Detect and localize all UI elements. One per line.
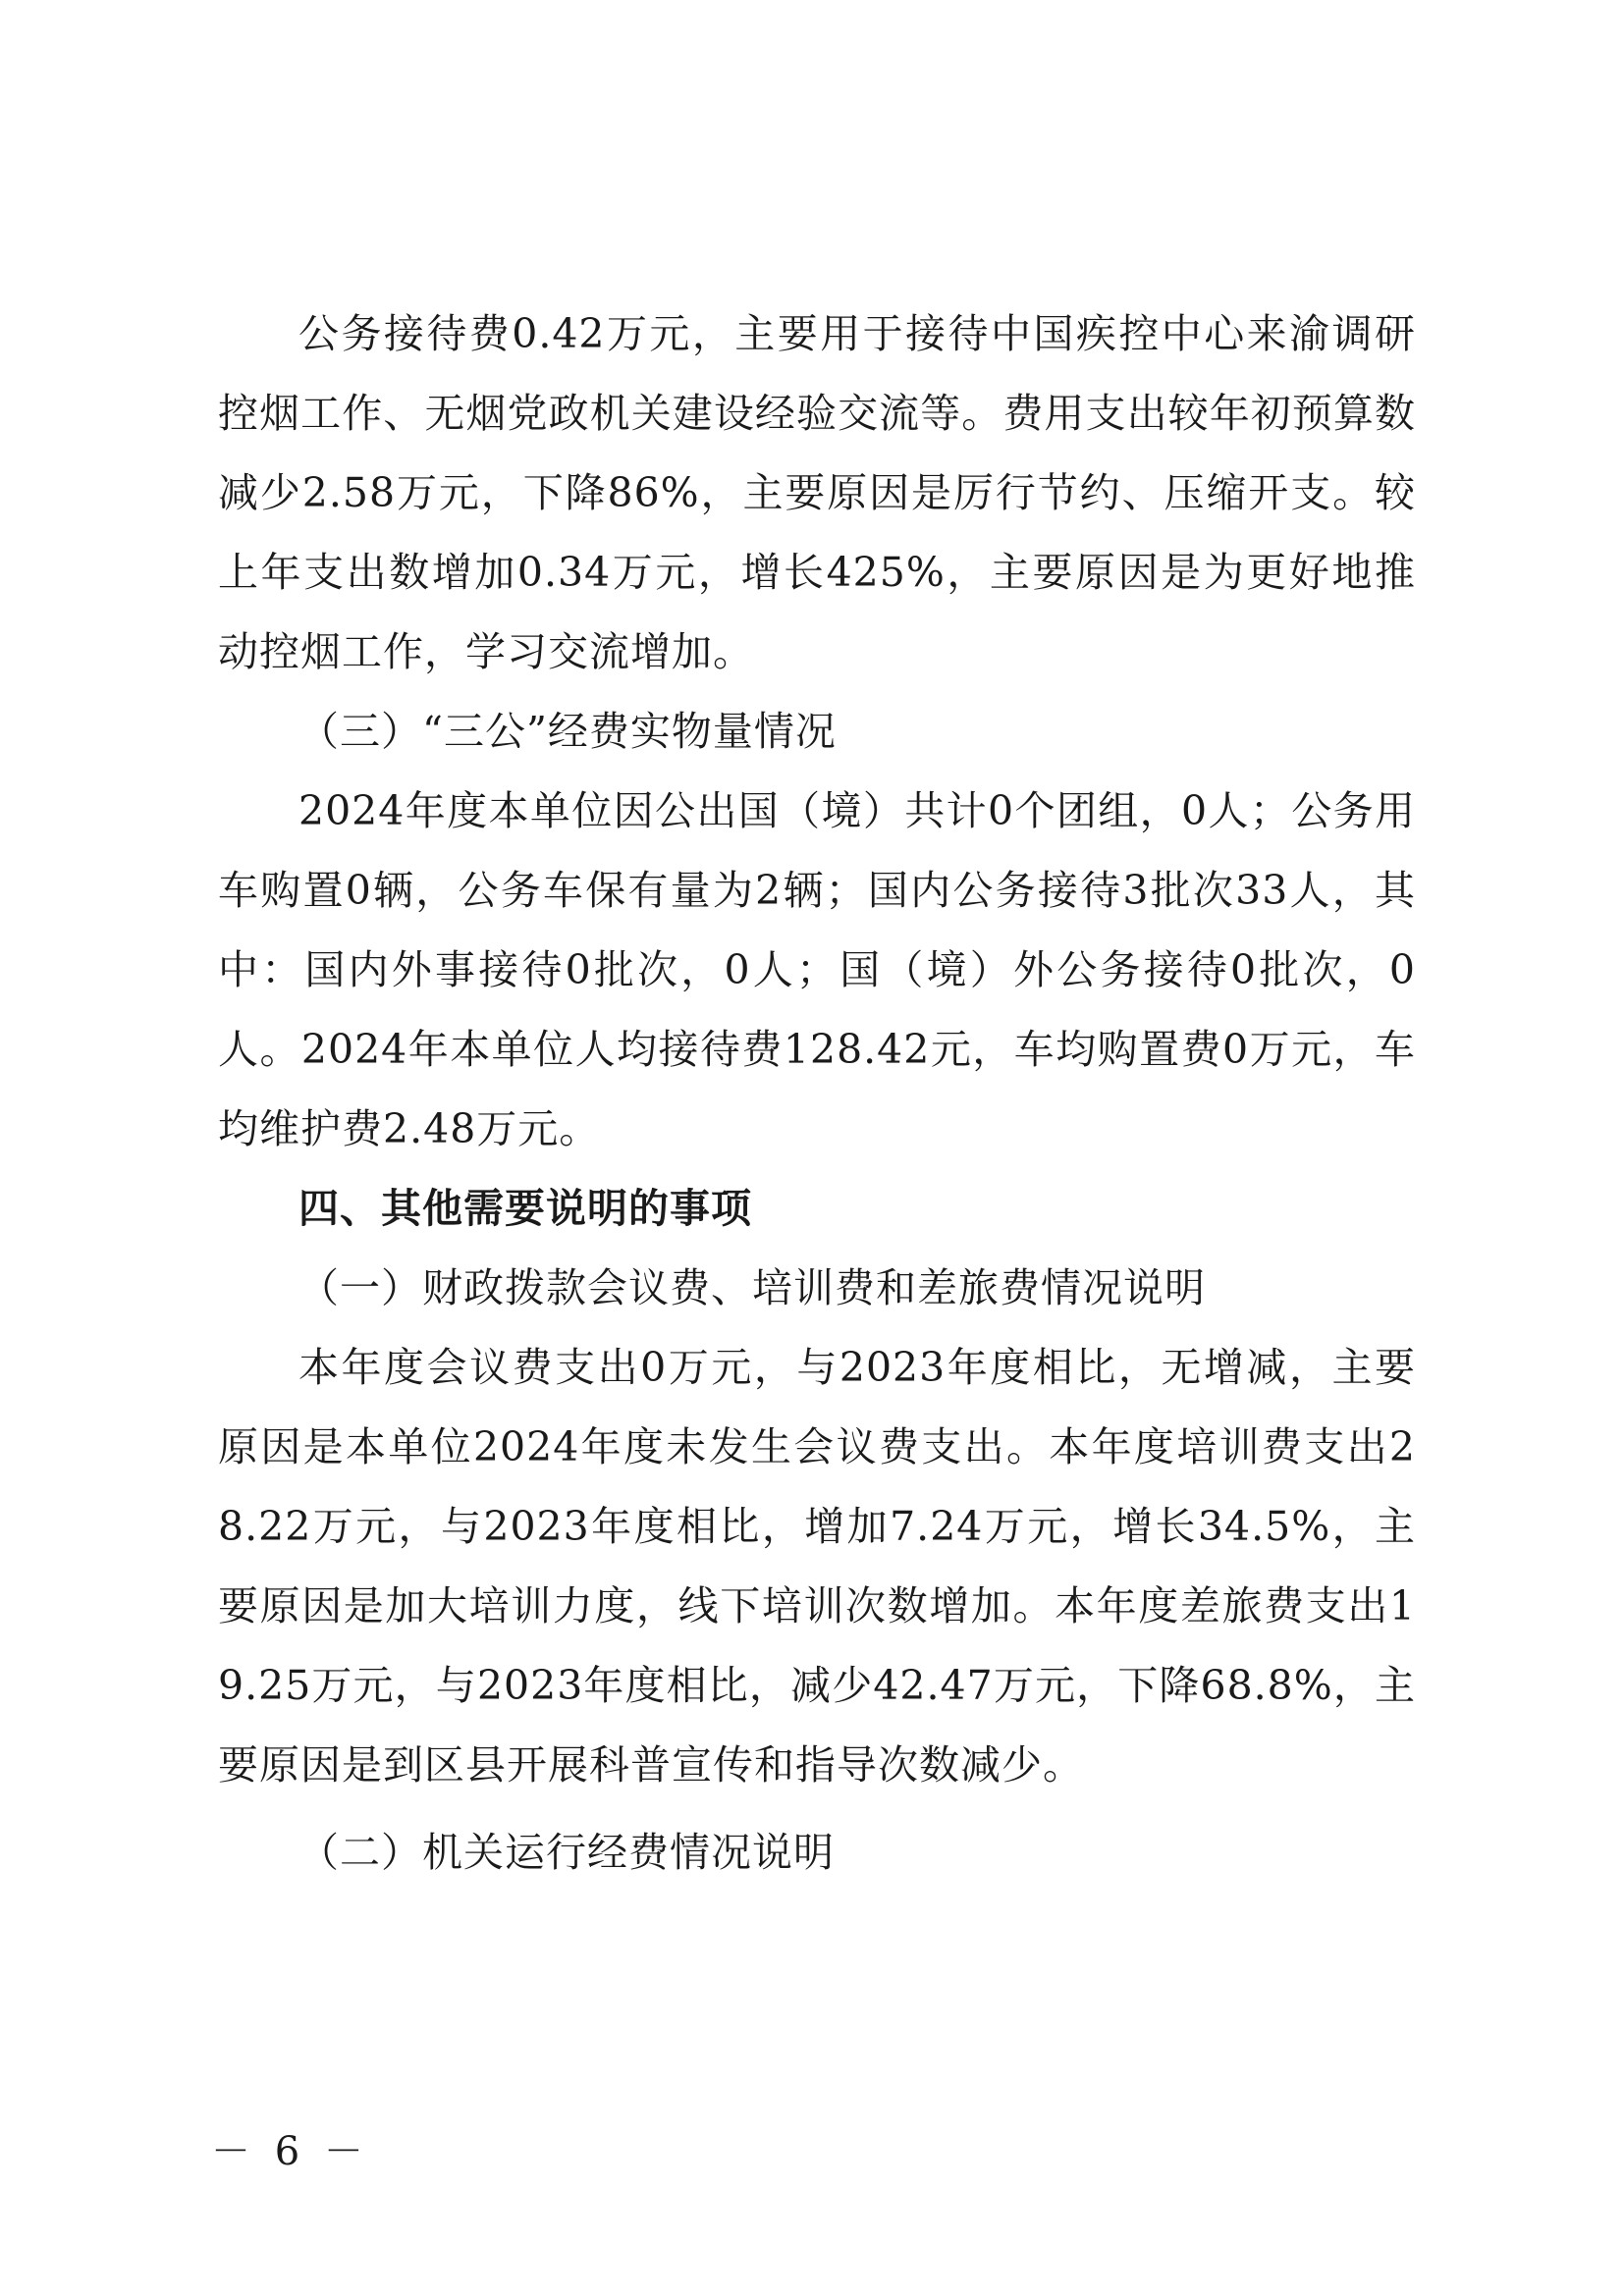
subheading-meeting-training-travel: （一）财政拨款会议费、培训费和差旅费情况说明 xyxy=(298,1264,1206,1311)
subheading-three-public-quantities: （三）“三公”经费实物量情况 xyxy=(298,708,837,755)
subheading-operating-expenses: （二）机关运行经费情况说明 xyxy=(298,1829,835,1876)
paragraph-meeting-training-travel: 本年度会议费支出0万元，与2023年度相比，无增减，主要原因是本单位2024年度未发生会议费支出。本年度培训费支出28.22万元，与2023年度相比，增加7.24万元，增长34.5%，主要原因是加大培训力度，线下培训次数增加。本年度差旅费支出19.25万元，与2023年度相比，减少42.47万元，下降68.8%，主要原因是到区县开展科普宣传和指导次数减少。 xyxy=(218,1344,1416,1789)
document-body xyxy=(218,294,1416,1893)
page-number: － 6 － xyxy=(211,2129,369,2174)
paragraph-three-public-quantities: 2024年度本单位因公出国（境）共计0个团组，0人；公务用车购置0辆，公务车保有量为2辆；国内公务接待3批次33人，其中：国内外事接待0批次，0人；国（境）外公务接待0批次，0人。2024年本单位人均接待费128.42元，车均购置费0万元，车均维护费2.48万元。 xyxy=(218,787,1416,1152)
section-heading-other-matters: 四、其他需要说明的事项 xyxy=(298,1185,752,1232)
paragraph-reception-expenses: 公务接待费0.42万元，主要用于接待中国疾控中心来渝调研控烟工作、无烟党政机关建设经验交流等。费用支出较年初预算数减少2.58万元，下降86%，主要原因是厉行节约、压缩开支。较上年支出数增加0.34万元，增长425%，主要原因是为更好地推动控烟工作，学习交流增加。 xyxy=(218,310,1416,675)
